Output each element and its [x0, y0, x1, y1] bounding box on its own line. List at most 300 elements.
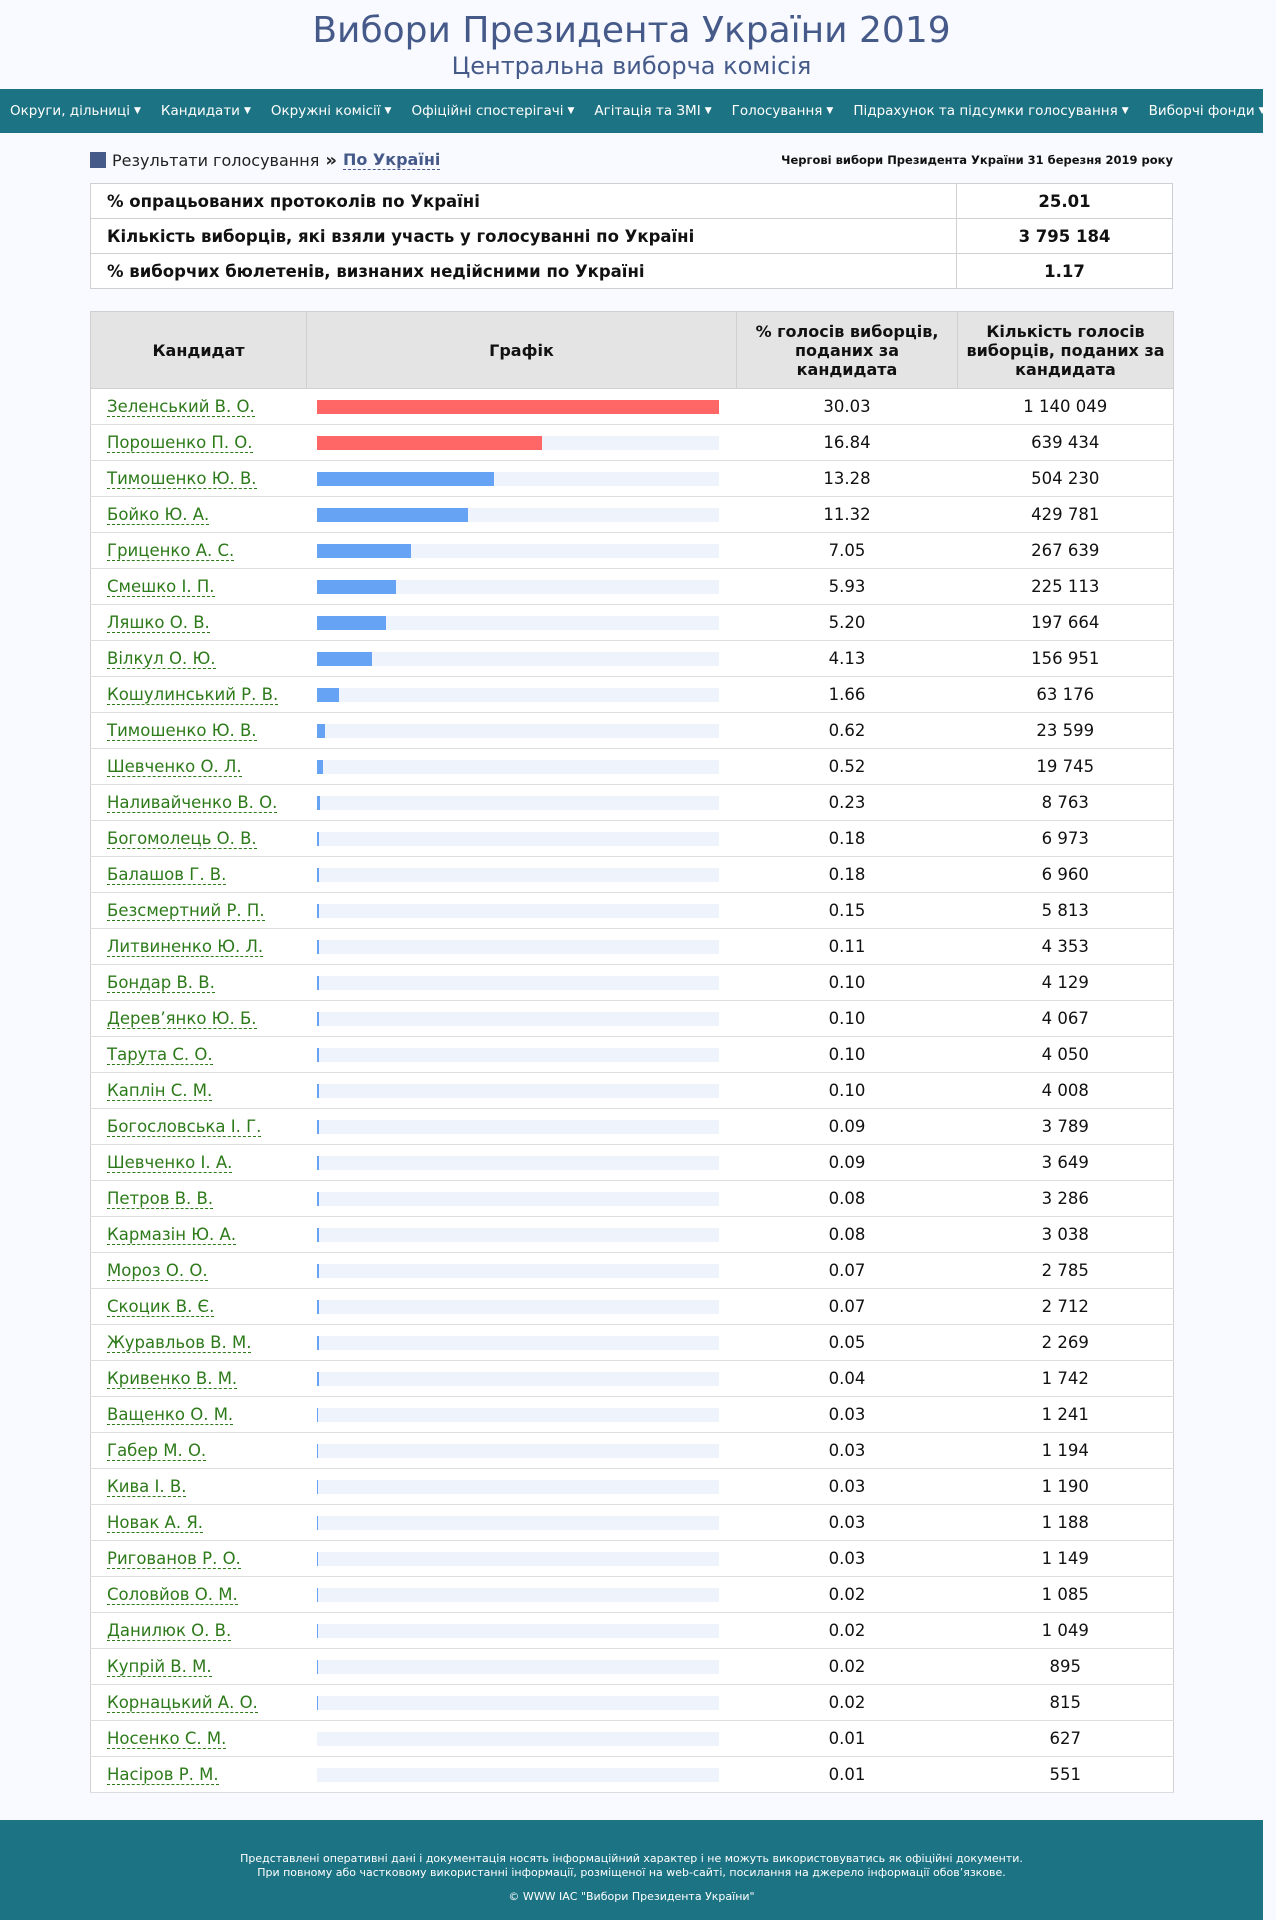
candidate-cell — [91, 713, 307, 749]
summary-value: 25.01 — [957, 184, 1173, 219]
candidate-link[interactable]: Риговaнов Р. О. — [107, 1549, 241, 1568]
candidate-link[interactable]: Ляшко О. В. — [107, 613, 210, 632]
header-candidate: Кандидат — [91, 312, 307, 389]
table-row — [91, 893, 1174, 929]
bar-track — [317, 652, 719, 666]
candidate-link[interactable]: Кива І. В. — [107, 1477, 187, 1496]
chart-cell — [307, 1433, 737, 1469]
candidate-cell — [91, 1757, 307, 1793]
table-row — [91, 569, 1174, 605]
votes-cell: 504 230 — [958, 461, 1174, 497]
caret-down-icon: ▼ — [567, 106, 575, 116]
bar-track — [317, 1444, 719, 1458]
bar-track — [317, 472, 719, 486]
nav-item-label: Підрахунок та підсумки голосування — [853, 103, 1118, 119]
bar-track — [317, 1336, 719, 1350]
votes-cell: 156 951 — [958, 641, 1174, 677]
candidate-cell — [91, 1685, 307, 1721]
nav-item-counting-results[interactable] — [843, 103, 1138, 119]
candidate-link[interactable]: Скоцик В. Є. — [107, 1297, 215, 1316]
candidate-cell — [91, 1433, 307, 1469]
candidate-link[interactable]: Бойко Ю. А. — [107, 505, 210, 524]
candidate-link[interactable]: Литвиненко Ю. Л. — [107, 937, 264, 956]
vote-share-bar — [317, 1012, 319, 1026]
footer-citation-note: При повному або частковому використанні інформації, розміщеної на web-сайті, посилання на джерело інформації обов’язкове. — [257, 1866, 1006, 1879]
votes-cell: 551 — [958, 1757, 1174, 1793]
chart-cell — [307, 1721, 737, 1757]
table-row — [91, 1433, 1174, 1469]
results-body — [91, 389, 1174, 1793]
candidate-link[interactable]: Кривенко В. М. — [107, 1369, 238, 1388]
candidate-cell — [91, 929, 307, 965]
table-row — [91, 1721, 1174, 1757]
percent-cell: 0.10 — [737, 965, 958, 1001]
candidate-link[interactable]: Петров В. В. — [107, 1189, 214, 1208]
table-row — [91, 1073, 1174, 1109]
percent-cell: 13.28 — [737, 461, 958, 497]
chart-cell — [307, 1577, 737, 1613]
candidate-cell — [91, 821, 307, 857]
candidate-cell — [91, 461, 307, 497]
table-row — [91, 1289, 1174, 1325]
candidate-link[interactable]: Смешко І. П. — [107, 577, 215, 596]
candidate-link[interactable]: Габер М. О. — [107, 1441, 207, 1460]
table-row — [91, 1361, 1174, 1397]
vote-share-bar — [317, 436, 542, 450]
votes-cell: 8 763 — [958, 785, 1174, 821]
percent-cell: 0.03 — [737, 1469, 958, 1505]
bar-track — [317, 688, 719, 702]
vote-share-bar — [317, 1084, 319, 1098]
table-row — [91, 785, 1174, 821]
bar-track — [317, 1480, 719, 1494]
candidate-link[interactable]: Тимошенко Ю. В. — [107, 469, 257, 488]
votes-cell: 4 067 — [958, 1001, 1174, 1037]
bar-track — [317, 1192, 719, 1206]
vote-share-bar — [317, 1336, 319, 1350]
chart-cell — [307, 749, 737, 785]
percent-cell: 0.18 — [737, 821, 958, 857]
candidate-link[interactable]: Шевченко О. Л. — [107, 757, 242, 776]
chart-cell — [307, 1325, 737, 1361]
vote-share-bar — [317, 904, 319, 918]
chart-cell — [307, 1757, 737, 1793]
breadcrumb-current-link[interactable]: По Україні — [342, 150, 441, 169]
candidate-link[interactable]: Корнацький А. О. — [107, 1693, 258, 1712]
candidate-cell — [91, 1541, 307, 1577]
percent-cell: 0.10 — [737, 1001, 958, 1037]
candidate-cell — [91, 1325, 307, 1361]
candidate-link[interactable]: Балашов Г. В. — [107, 865, 227, 884]
table-row — [91, 1505, 1174, 1541]
votes-cell: 63 176 — [958, 677, 1174, 713]
votes-cell: 2 269 — [958, 1325, 1174, 1361]
vote-share-bar — [317, 472, 495, 486]
votes-cell: 225 113 — [958, 569, 1174, 605]
caret-down-icon: ▼ — [1121, 106, 1129, 116]
candidate-cell — [91, 497, 307, 533]
nav-item-label: Виборчі фонди — [1148, 103, 1255, 119]
table-row — [91, 677, 1174, 713]
percent-cell: 0.52 — [737, 749, 958, 785]
bar-track — [317, 724, 719, 738]
votes-cell: 4 008 — [958, 1073, 1174, 1109]
table-row — [91, 497, 1174, 533]
votes-cell: 2 785 — [958, 1253, 1174, 1289]
chart-cell — [307, 533, 737, 569]
candidate-cell — [91, 425, 307, 461]
chart-cell — [307, 1361, 737, 1397]
candidate-link[interactable]: Вілкул О. Ю. — [107, 649, 216, 668]
candidate-link[interactable]: Порошенко П. О. — [107, 433, 253, 452]
candidate-link[interactable]: Купрій В. М. — [107, 1657, 212, 1676]
summary-value: 3 795 184 — [957, 219, 1173, 254]
candidate-cell — [91, 893, 307, 929]
table-row — [91, 1685, 1174, 1721]
bar-track — [317, 1588, 719, 1602]
chart-cell — [307, 1001, 737, 1037]
chart-cell — [307, 785, 737, 821]
candidate-cell — [91, 533, 307, 569]
candidate-link[interactable]: Кошулинський Р. В. — [107, 685, 279, 704]
candidate-link[interactable]: Каплін С. М. — [107, 1081, 213, 1100]
chart-cell — [307, 929, 737, 965]
table-row — [91, 1469, 1174, 1505]
bar-track — [317, 508, 719, 522]
candidate-cell — [91, 641, 307, 677]
chart-cell — [307, 1685, 737, 1721]
percent-cell: 0.15 — [737, 893, 958, 929]
breadcrumb-root: Результати голосування — [112, 150, 320, 170]
candidate-link[interactable]: Новак А. Я. — [107, 1513, 204, 1532]
bar-track — [317, 1660, 719, 1674]
results-header-row — [91, 312, 1174, 389]
chart-cell — [307, 389, 737, 425]
nav-item-label: Окружні комісії — [270, 103, 381, 119]
chart-cell — [307, 1649, 737, 1685]
page-title: Вибори Президента України 2019 — [312, 10, 951, 51]
nav-item-observers[interactable] — [401, 103, 584, 119]
bar-track — [317, 868, 719, 882]
vote-share-bar — [317, 652, 372, 666]
table-row — [91, 1649, 1174, 1685]
percent-cell: 4.13 — [737, 641, 958, 677]
percent-cell: 0.09 — [737, 1109, 958, 1145]
bar-track — [317, 1696, 719, 1710]
candidate-link[interactable]: Соловйов О. М. — [107, 1585, 238, 1604]
table-row — [91, 605, 1174, 641]
chart-cell — [307, 1145, 737, 1181]
votes-cell: 4 353 — [958, 929, 1174, 965]
percent-cell: 0.08 — [737, 1217, 958, 1253]
bar-track — [317, 1732, 719, 1746]
chart-cell — [307, 641, 737, 677]
chart-cell — [307, 1253, 737, 1289]
candidate-link[interactable]: Богословська І. Г. — [107, 1117, 262, 1136]
bar-track — [317, 940, 719, 954]
vote-share-bar — [317, 544, 411, 558]
nav-item-districts[interactable] — [0, 103, 151, 119]
percent-cell: 0.03 — [737, 1505, 958, 1541]
table-row — [91, 1397, 1174, 1433]
votes-cell: 815 — [958, 1685, 1174, 1721]
nav-item-candidates[interactable] — [151, 103, 261, 119]
table-row — [91, 1037, 1174, 1073]
table-row — [91, 749, 1174, 785]
votes-cell: 3 038 — [958, 1217, 1174, 1253]
percent-cell: 0.07 — [737, 1253, 958, 1289]
election-title: Чергові вибори Президента України 31 березня 2019 року — [781, 153, 1173, 167]
table-row — [91, 821, 1174, 857]
summary-label: % опрацьованих протоколів по Україні — [91, 184, 957, 219]
percent-cell: 0.23 — [737, 785, 958, 821]
bar-track — [317, 760, 719, 774]
nav-item-campaign-media[interactable] — [584, 103, 721, 119]
candidate-cell — [91, 1721, 307, 1757]
percent-cell: 0.02 — [737, 1685, 958, 1721]
bar-track — [317, 976, 719, 990]
footer — [0, 1820, 1263, 1920]
candidate-link[interactable]: Шевченко І. А. — [107, 1153, 233, 1172]
percent-cell: 0.10 — [737, 1073, 958, 1109]
summary-label: Кількість виборців, які взяли участь у голосуванні по Україні — [91, 219, 957, 254]
bar-track — [317, 1552, 719, 1566]
votes-cell: 267 639 — [958, 533, 1174, 569]
percent-cell: 0.08 — [737, 1181, 958, 1217]
candidate-cell — [91, 389, 307, 425]
bar-track — [317, 1516, 719, 1530]
candidate-cell — [91, 569, 307, 605]
candidate-link[interactable]: Носенко С. М. — [107, 1729, 227, 1748]
nav-item-label: Округи, дільниці — [10, 103, 130, 119]
candidate-link[interactable]: Мороз О. О. — [107, 1261, 208, 1280]
vote-share-bar — [317, 1048, 319, 1062]
bar-track — [317, 1300, 719, 1314]
table-row — [91, 857, 1174, 893]
chart-cell — [307, 497, 737, 533]
candidate-cell — [91, 1289, 307, 1325]
votes-cell: 3 286 — [958, 1181, 1174, 1217]
percent-cell: 1.66 — [737, 677, 958, 713]
candidate-link[interactable]: Гриценко А. С. — [107, 541, 235, 560]
table-row — [91, 1181, 1174, 1217]
footer-copyright: © WWW ІАС "Вибори Президента України" — [508, 1890, 755, 1903]
vote-share-bar — [317, 580, 396, 594]
percent-cell: 0.62 — [737, 713, 958, 749]
candidate-cell — [91, 1073, 307, 1109]
chart-cell — [307, 569, 737, 605]
bar-track — [317, 832, 719, 846]
percent-cell: 0.02 — [737, 1649, 958, 1685]
candidate-cell — [91, 1649, 307, 1685]
nav-item-label: Агітація та ЗМІ — [594, 103, 701, 119]
vote-share-bar — [317, 688, 339, 702]
table-row — [91, 641, 1174, 677]
votes-cell: 1 149 — [958, 1541, 1174, 1577]
chart-cell — [307, 1541, 737, 1577]
nav-item-label: Голосування — [731, 103, 823, 119]
results-table — [90, 311, 1174, 1793]
bar-track — [317, 1624, 719, 1638]
chart-cell — [307, 1289, 737, 1325]
summary-row — [91, 254, 1173, 289]
vote-share-bar — [317, 400, 719, 414]
bar-track — [317, 1372, 719, 1386]
table-row — [91, 1001, 1174, 1037]
percent-cell: 0.02 — [737, 1577, 958, 1613]
table-row — [91, 1217, 1174, 1253]
summary-row — [91, 184, 1173, 219]
candidate-cell — [91, 1361, 307, 1397]
vote-share-bar — [317, 724, 325, 738]
candidate-cell — [91, 965, 307, 1001]
vote-share-bar — [317, 616, 387, 630]
votes-cell: 5 813 — [958, 893, 1174, 929]
candidate-cell — [91, 1253, 307, 1289]
summary-label: % виборчих бюлетенів, визнаних недійсними по Україні — [91, 254, 957, 289]
candidate-cell — [91, 857, 307, 893]
candidate-cell — [91, 785, 307, 821]
candidate-cell — [91, 1001, 307, 1037]
chart-cell — [307, 1217, 737, 1253]
table-row — [91, 533, 1174, 569]
bar-track — [317, 1228, 719, 1242]
chart-cell — [307, 1109, 737, 1145]
caret-down-icon: ▼ — [826, 106, 834, 116]
votes-cell: 1 049 — [958, 1613, 1174, 1649]
header-chart: Графік — [307, 312, 737, 389]
candidate-link[interactable]: Данилюк О. В. — [107, 1621, 232, 1640]
percent-cell: 16.84 — [737, 425, 958, 461]
votes-cell: 639 434 — [958, 425, 1174, 461]
votes-cell: 19 745 — [958, 749, 1174, 785]
summary-table — [90, 183, 1173, 289]
votes-cell: 197 664 — [958, 605, 1174, 641]
candidate-link[interactable]: Бондар В. В. — [107, 973, 215, 992]
percent-cell: 0.02 — [737, 1613, 958, 1649]
candidate-link[interactable]: Дерев’янко Ю. Б. — [107, 1009, 257, 1028]
breadcrumb-separator: » — [325, 149, 337, 171]
votes-cell: 6 960 — [958, 857, 1174, 893]
bar-track — [317, 1084, 719, 1098]
percent-cell: 0.01 — [737, 1757, 958, 1793]
votes-cell: 4 129 — [958, 965, 1174, 1001]
header-percent: % голосів виборців, поданих за кандидата — [737, 312, 958, 389]
vote-share-bar — [317, 1120, 319, 1134]
candidate-link[interactable]: Зеленський В. О. — [107, 397, 255, 416]
candidate-cell — [91, 1505, 307, 1541]
chart-cell — [307, 1505, 737, 1541]
chart-cell — [307, 857, 737, 893]
candidate-cell — [91, 1613, 307, 1649]
nav-item-commissions[interactable] — [261, 103, 402, 119]
candidate-link[interactable]: Насіров Р. М. — [107, 1765, 219, 1784]
votes-cell: 3 649 — [958, 1145, 1174, 1181]
chart-cell — [307, 713, 737, 749]
vote-share-bar — [317, 1300, 319, 1314]
chart-cell — [307, 1073, 737, 1109]
percent-cell: 30.03 — [737, 389, 958, 425]
candidate-link[interactable]: Наливайченко В. О. — [107, 793, 278, 812]
bar-track — [317, 1120, 719, 1134]
table-row — [91, 1577, 1174, 1613]
table-row — [91, 1109, 1174, 1145]
table-row — [91, 1613, 1174, 1649]
table-row — [91, 461, 1174, 497]
votes-cell: 1 188 — [958, 1505, 1174, 1541]
chart-cell — [307, 677, 737, 713]
candidate-link[interactable]: Кармазін Ю. А. — [107, 1225, 237, 1244]
votes-cell: 1 085 — [958, 1577, 1174, 1613]
percent-cell: 0.11 — [737, 929, 958, 965]
breadcrumb — [90, 148, 1173, 172]
vote-share-bar — [317, 940, 319, 954]
bar-track — [317, 436, 719, 450]
square-bullet-icon — [90, 152, 106, 168]
footer-disclaimer: Представлені оперативні дані і документація носять інформаційний характер і не можуть використовуватись як офіційні документи. — [240, 1852, 1023, 1865]
votes-cell: 6 973 — [958, 821, 1174, 857]
vote-share-bar — [317, 796, 320, 810]
votes-cell: 1 194 — [958, 1433, 1174, 1469]
table-row — [91, 1253, 1174, 1289]
vote-share-bar — [317, 832, 319, 846]
chart-cell — [307, 1469, 737, 1505]
chart-cell — [307, 893, 737, 929]
candidate-cell — [91, 677, 307, 713]
table-row — [91, 425, 1174, 461]
table-row — [91, 389, 1174, 425]
candidate-cell — [91, 749, 307, 785]
candidate-cell — [91, 605, 307, 641]
votes-cell: 3 789 — [958, 1109, 1174, 1145]
percent-cell: 0.01 — [737, 1721, 958, 1757]
percent-cell: 0.07 — [737, 1289, 958, 1325]
bar-track — [317, 904, 719, 918]
candidate-link[interactable]: Богомолець О. В. — [107, 829, 257, 848]
page-header — [0, 0, 1263, 78]
table-row — [91, 713, 1174, 749]
caret-down-icon: ▼ — [704, 106, 712, 116]
candidate-link[interactable]: Ващенко О. М. — [107, 1405, 234, 1424]
summary-row — [91, 219, 1173, 254]
table-row — [91, 1145, 1174, 1181]
percent-cell: 0.05 — [737, 1325, 958, 1361]
percent-cell: 0.10 — [737, 1037, 958, 1073]
chart-cell — [307, 1397, 737, 1433]
page-subtitle: Центральна виборча комісія — [451, 52, 812, 80]
percent-cell: 0.04 — [737, 1361, 958, 1397]
candidate-link[interactable]: Тарута С. О. — [107, 1045, 213, 1064]
percent-cell: 11.32 — [737, 497, 958, 533]
bar-track — [317, 616, 719, 630]
candidate-link[interactable]: Журавльов В. М. — [107, 1333, 252, 1352]
caret-down-icon: ▼ — [384, 106, 392, 116]
votes-cell: 895 — [958, 1649, 1174, 1685]
nav-item-election-funds[interactable] — [1139, 103, 1276, 119]
bar-track — [317, 796, 719, 810]
bar-track — [317, 1264, 719, 1278]
candidate-cell — [91, 1397, 307, 1433]
votes-cell: 4 050 — [958, 1037, 1174, 1073]
candidate-link[interactable]: Тимошенко Ю. В. — [107, 721, 257, 740]
percent-cell: 5.20 — [737, 605, 958, 641]
percent-cell: 7.05 — [737, 533, 958, 569]
nav-item-voting[interactable] — [722, 103, 844, 119]
table-row — [91, 965, 1174, 1001]
candidate-link[interactable]: Безсмертний Р. П. — [107, 901, 265, 920]
votes-cell: 1 742 — [958, 1361, 1174, 1397]
bar-track — [317, 400, 719, 414]
